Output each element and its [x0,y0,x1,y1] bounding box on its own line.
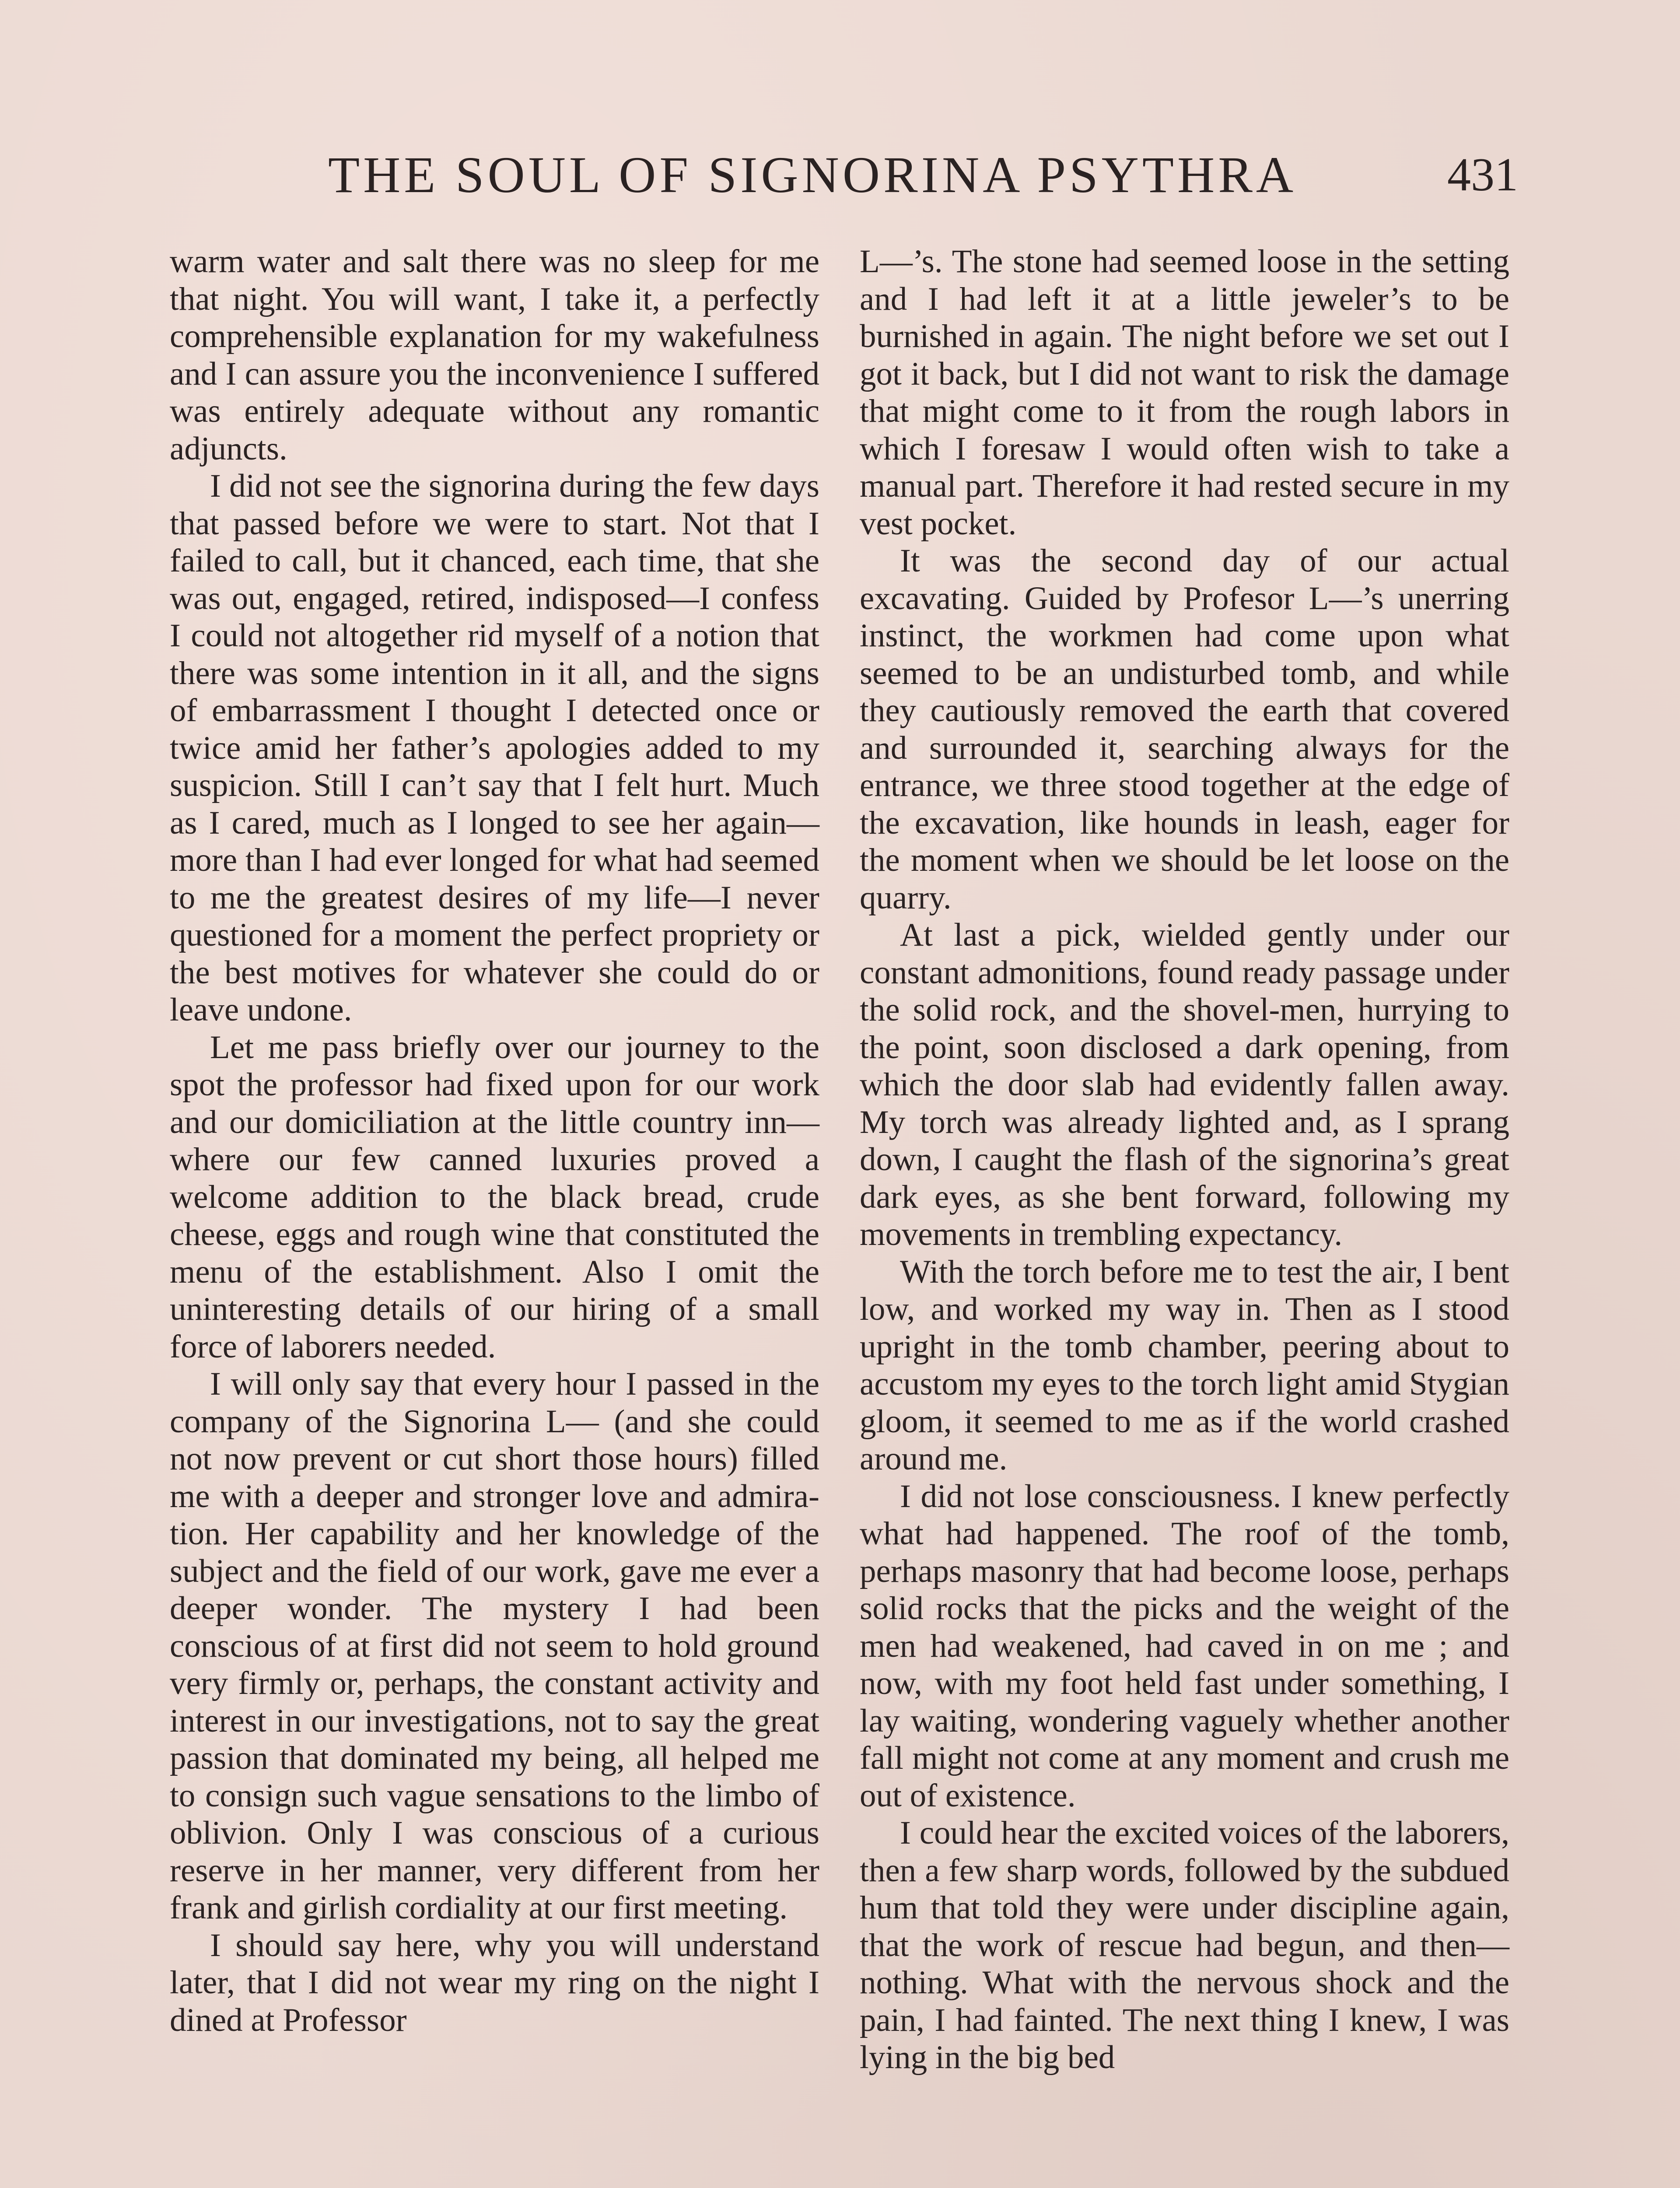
running-title: THE SOUL OF SIGNORINA PSYTHRA [328,146,1297,203]
right-column [860,243,1509,2076]
paragraph: It was the second day of our actual excavating. Guided by Profesor L—’s unerring instinct, the workmen had come upon what seemed to be an undisturbed tomb, and while they cautiously removed the earth that covered and surrounded it, searching always for the entrance, we three stood together at the edge of the excavation, like hounds in leash, eager for the moment when we should be let loose on the quarry. [860,543,1509,916]
paragraph: L—’s. The stone had seemed loose in the setting and I had left it at a little jeweler’s to be burnished in again. The night before we set out I got it back, but I did not want to risk the damage that might come to it from the rough labors in which I foresaw I would often wish to take a manual part. Therefore it had rested secure in my vest pocket. [860,243,1509,542]
paragraph: I did not lose consciousness. I knew perfectly what had happened. The roof of the tomb, perhaps masonry that had become loose, perhaps solid rocks that the picks and the weight of the men had weakened, had caved in on me ; and now, with my foot held fast under something, I lay waiting, wondering vaguely whether another fall might not come at any moment and crush me out of existence. [860,1478,1509,1814]
paragraph: I did not see the signorina during the few days that passed before we were to start. Not that I failed to call, but it chanced, each time, that she was out, engaged, retired, indisposed—I confess I could not altogether rid myself of a notion that there was some intention in it all, and the signs of embarrassment I thought I detected once or twice amid her father’s apologies added to my suspicion. Still I can’t say that I felt hurt. Much as I cared, much as I longed to see her again—more than I had ever longed for what had seemed to me the greatest desires of my life—I never questioned for a moment the perfect propriety or the best motives for whatever she could do or leave undone. [170,468,819,1028]
left-column [170,243,819,2039]
page-number: 431 [1447,149,1518,201]
page-header [328,140,1518,210]
paragraph: warm water and salt there was no sleep for me that night. You will want, I take it, a perfectly comprehensible explanation for my wakefulness and I can assure you the inconvenience I suffered was entirely adequate without any romantic adjuncts. [170,243,819,467]
paragraph: I should say here, why you will understand later, that I did not wear my ring on the night I dined at Professor [170,1927,819,2038]
paragraph: At last a pick, wielded gently under our constant admonitions, found ready passage under the solid rock, and the shovel-men, hurrying to the point, soon disclosed a dark opening, from which the door slab had evidently fallen away. My torch was already lighted and, as I sprang down, I caught the flash of the signorina’s great dark eyes, as she bent forward, following my movements in trembling expectancy. [860,917,1509,1252]
paragraph: I could hear the excited voices of the laborers, then a few sharp words, followed by the subdued hum that told they were under discipline again, that the work of rescue had begun, and then—nothing. What with the nervous shock and the pain, I had fainted. The next thing I knew, I was lying in the big bed [860,1815,1509,2076]
paragraph: Let me pass briefly over our journey to the spot the professor had fixed upon for our work and our domiciliation at the little country inn—where our few canned luxuries proved a welcome addition to the black bread, crude cheese, eggs and rough wine that constituted the menu of the establishment. Also I omit the uninteresting details of our hiring of a small force of laborers needed. [170,1029,819,1365]
paragraph: I will only say that every hour I passed in the company of the Signorina L— (and she could not now prevent or cut short those hours) filled me with a deeper and stronger love and admiration. Her capability and her knowledge of the subject and the field of our work, gave me ever a deeper wonder. The mystery I had been conscious of at first did not seem to hold ground very firmly or, perhaps, the constant activity and interest in our investigations, not to say the great passion that dominated my being, all helped me to consign such vague sensations to the limbo of oblivion. Only I was conscious of a curious reserve in her manner, very different from her frank and girlish cordiality at our first meeting. [170,1366,819,1926]
paragraph: With the torch before me to test the air, I bent low, and worked my way in. Then as I stood upright in the tomb chamber, peering about to accustom my eyes to the torch light amid Stygian gloom, it seemed to me as if the world crashed around me. [860,1253,1509,1477]
